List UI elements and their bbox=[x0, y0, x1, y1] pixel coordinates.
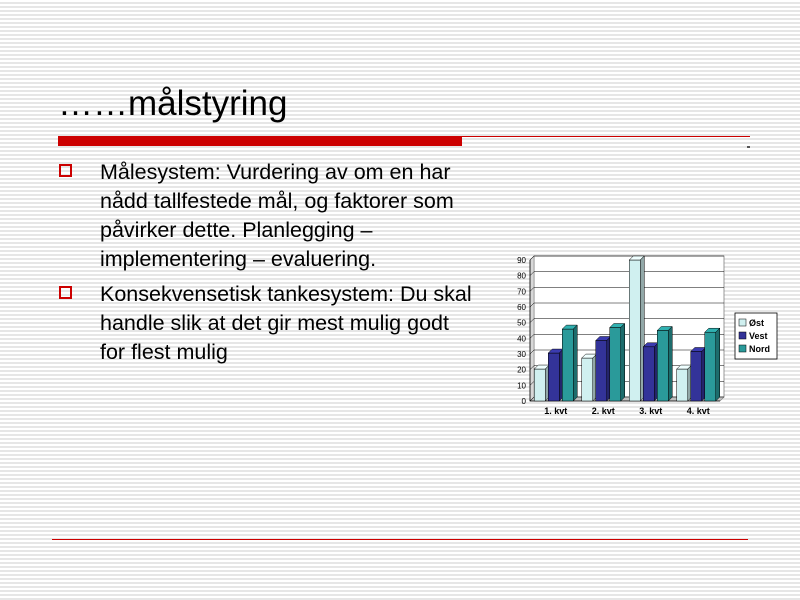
chart-svg bbox=[500, 250, 790, 425]
legend-label: Øst bbox=[749, 318, 765, 328]
x-tick-label: 3. kvt bbox=[639, 406, 663, 416]
bar bbox=[548, 353, 559, 401]
y-tick-label: 10 bbox=[517, 381, 526, 391]
bullet-text: Konsekvensetisk tankesystem: Du skal handle slik at det gir mest mulig godt for flest mulig bbox=[100, 282, 472, 364]
legend-label: Vest bbox=[749, 331, 768, 341]
bullet-item bbox=[58, 158, 478, 274]
bar bbox=[596, 341, 607, 401]
y-tick-label: 20 bbox=[517, 365, 526, 375]
y-tick-label: 80 bbox=[517, 271, 526, 281]
square-bullet-icon bbox=[59, 164, 72, 177]
bullet-item bbox=[58, 280, 478, 367]
square-bullet-icon bbox=[59, 286, 72, 299]
x-tick-label: 4. kvt bbox=[686, 406, 710, 416]
bar bbox=[643, 347, 654, 401]
title-underline-thick bbox=[58, 137, 462, 146]
bar bbox=[691, 351, 702, 401]
bar bbox=[582, 358, 593, 401]
bar-side bbox=[668, 327, 672, 402]
bullet-list bbox=[58, 158, 478, 373]
underline-end-mark bbox=[747, 146, 750, 148]
bar bbox=[629, 260, 640, 401]
bar bbox=[534, 369, 545, 401]
y-tick-label: 40 bbox=[517, 334, 526, 344]
legend-swatch bbox=[739, 332, 746, 339]
bar-side bbox=[573, 325, 577, 401]
bar-side bbox=[716, 328, 720, 401]
bar bbox=[705, 332, 716, 401]
legend-swatch bbox=[739, 319, 746, 326]
quarterly-bar-chart bbox=[500, 250, 790, 425]
slide-title: ……målstyring bbox=[58, 84, 288, 123]
bar bbox=[610, 328, 621, 401]
bullet-text: Målesystem: Vurdering av om en har nådd tallfestede mål, og faktorer som påvirker dette. Planlegging – implementering – evaluering. bbox=[100, 160, 454, 271]
x-tick-label: 1. kvt bbox=[544, 406, 568, 416]
bar-side bbox=[621, 324, 625, 401]
plot-side-wall bbox=[530, 256, 534, 401]
bar bbox=[677, 369, 688, 401]
legend-swatch bbox=[739, 345, 746, 352]
y-tick-label: 0 bbox=[521, 397, 526, 406]
y-tick-label: 30 bbox=[517, 350, 526, 359]
y-tick-label: 70 bbox=[517, 287, 526, 297]
bar bbox=[562, 329, 573, 401]
y-tick-label: 50 bbox=[517, 318, 526, 328]
y-tick-label: 90 bbox=[517, 256, 526, 265]
bar bbox=[657, 331, 668, 402]
legend-label: Nord bbox=[749, 344, 770, 354]
footer-rule bbox=[52, 539, 748, 540]
y-tick-label: 60 bbox=[517, 303, 526, 312]
x-tick-label: 2. kvt bbox=[591, 406, 615, 416]
